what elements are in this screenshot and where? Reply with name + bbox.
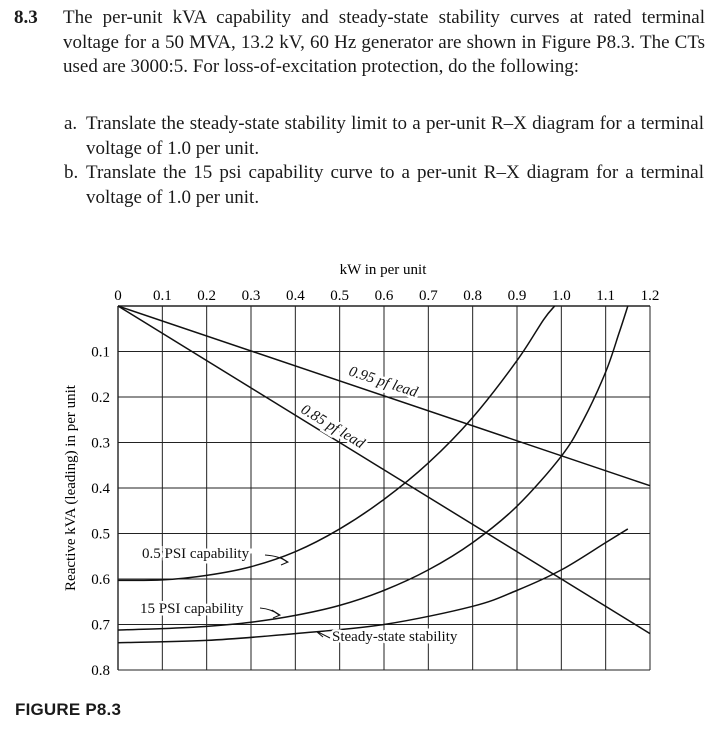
y-tick-0.6: 0.6 xyxy=(91,572,110,588)
x-tick-0.4: 0.4 xyxy=(285,288,305,304)
y-tick-0.1: 0.1 xyxy=(91,344,110,361)
y-tick-0.4: 0.4 xyxy=(91,481,110,497)
y-tick-0.8: 0.8 xyxy=(91,663,110,679)
x-tick-0.5: 0.5 xyxy=(330,288,350,304)
y-tick-0.3: 0.3 xyxy=(91,435,110,452)
leader-steady-state xyxy=(317,631,330,638)
label-15-psi-capability: 15 PSI capability xyxy=(140,601,244,617)
figure-caption: FIGURE P8.3 xyxy=(15,700,122,719)
problem-text: The per-unit kVA capability and steady-state stability curves at rated terminal voltage for a 50 MVA, 13.2 kV, 60 Hz generator are shown in Figure P8.3. The CTs used are 3000:5. For loss-of-excitation protection, do the following: xyxy=(63,7,705,77)
x-tick-0.1: 0.1 xyxy=(152,288,172,304)
label-095-pf-lead: 0.95 pf lead xyxy=(346,363,420,401)
chart-ticks xyxy=(91,288,659,679)
x-tick-0.6: 0.6 xyxy=(374,288,394,304)
y-tick-0.5: 0.5 xyxy=(91,526,110,543)
label-steady-state-stability: Steady-state stability xyxy=(332,629,458,645)
part-b-label: b. xyxy=(64,162,79,183)
x-tick-0: 0 xyxy=(114,288,122,304)
curve-15-psi-capability xyxy=(118,306,628,630)
part-b-text: Translate the 15 psi capability curve to a per-unit R–X diagram for a terminal voltage of 1.0 per unit. xyxy=(86,162,704,208)
x-tick-1.2: 1.2 xyxy=(640,288,660,304)
y-axis-label: Reactive kVA (leading) in per unit xyxy=(63,385,79,591)
x-tick-1.1: 1.1 xyxy=(596,288,616,304)
x-tick-1.0: 1.0 xyxy=(551,288,571,304)
leader-15-psi xyxy=(260,608,280,618)
part-a-label: a. xyxy=(64,113,78,134)
x-axis-label: kW in per unit xyxy=(339,262,427,278)
x-tick-0.7: 0.7 xyxy=(418,288,438,304)
curve-labels xyxy=(140,364,458,645)
y-tick-0.2: 0.2 xyxy=(91,390,110,406)
part-a-text: Translate the steady-state stability limit to a per-unit R–X diagram for a terminal voltage of 1.0 per unit. xyxy=(86,113,704,159)
label-085-pf-lead: 0.85 pf lead xyxy=(297,401,368,453)
y-tick-0.7: 0.7 xyxy=(91,617,110,634)
x-tick-0.9: 0.9 xyxy=(507,288,527,304)
x-tick-0.2: 0.2 xyxy=(197,288,217,304)
x-tick-0.3: 0.3 xyxy=(241,288,261,304)
x-tick-0.8: 0.8 xyxy=(463,288,483,304)
problem-number: 8.3 xyxy=(14,7,38,28)
label-05-psi-capability: 0.5 PSI capability xyxy=(142,546,250,562)
